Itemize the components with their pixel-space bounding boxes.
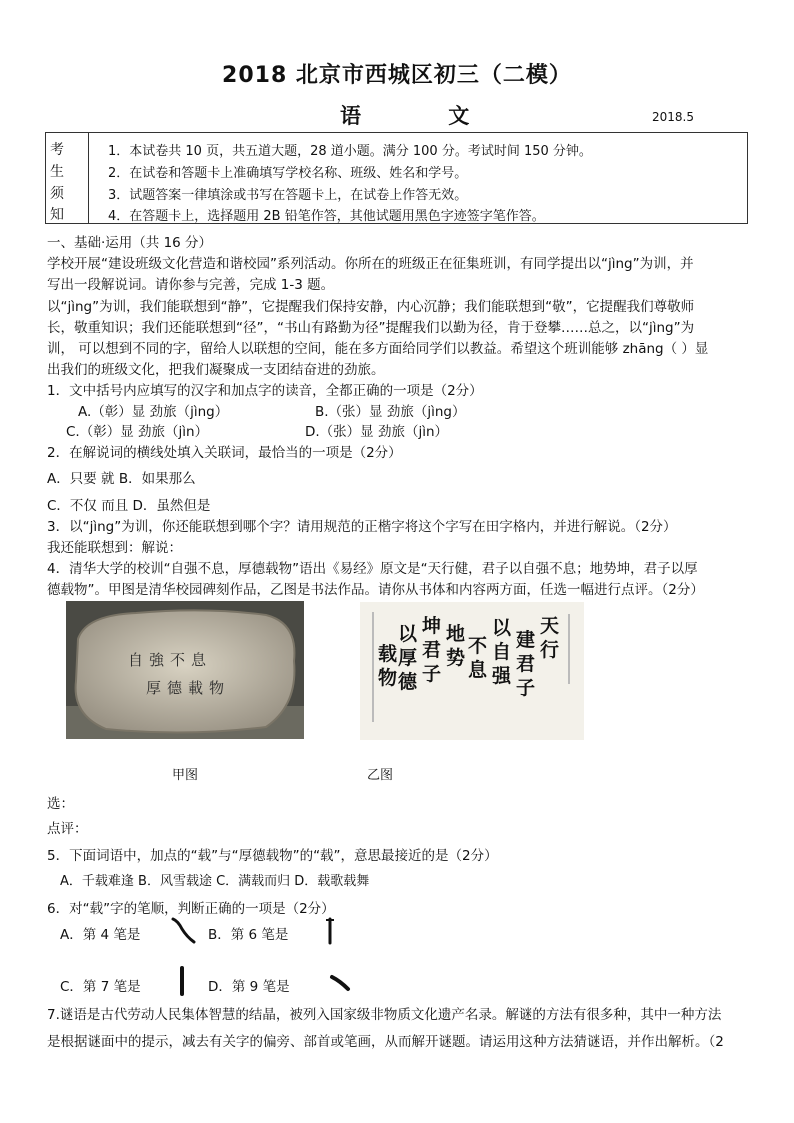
q1-stem: 1．文中括号内应填写的汉字和加点字的读音，全都正确的一项是（2分） [47,383,483,399]
q2-options-row1: A．只要 就 B．如果那么 [47,471,196,487]
q6-stem: 6．对“载”字的笔顺，判断正确的一项是（2分） [47,901,335,917]
candidate-notice-box [45,132,748,224]
calligraphy-column: 建君子 [516,629,536,699]
notice-line: 2．在试卷和答题卡上准确填写学校名称、班级、姓名和学号。 [108,166,468,181]
caption-figure-a: 甲图 [172,768,199,783]
exam-title: 2018 北京市西城区初三（二模） [222,63,572,88]
q4-choose-label: 选： [47,796,74,812]
q2-options-row2: C．不仅 而且 D．虽然但是 [47,498,211,514]
intro-line: 学校开展“建设班级文化营造和谐校园”系列活动。你所在的班级正在征集班训，有同学提出以“jìng”为训，并 [47,256,694,272]
stroke-shu-hook-icon [164,965,200,997]
calligraphy-column: 地势 [446,623,466,669]
q1-option-c: C.（彰）显 劲旅（jìn） [66,424,209,440]
q6-option-b: B．第 6 笔是 [208,927,289,943]
calligraphy-column: 以厚德 [398,623,418,693]
section-heading: 一、基础·运用（共 16 分） [47,235,213,251]
q4-comment-label: 点评： [47,821,88,837]
passage-line: 长，敬重知识；我们还能联想到“径”，“书山有路勤为径”提醒我们以勤为径，肯于登攀……总之，以“jìng”为 [47,320,695,336]
q7-line: 7.谜语是古代劳动人民集体智慧的结晶，被列入国家级非物质文化遗产名录。解谜的方法有很多种，其中一种方法 [47,1007,722,1023]
calligraphy-inscription-mark [568,614,570,684]
q7-line: 是根据谜面中的提示，减去有关字的偏旁、部首或笔画，从而解开谜题。请运用这种方法猜谜语，并作出解析。（2 [47,1034,724,1050]
notice-line: 3．试题答案一律填涂或书写在答题卡上，在试卷上作答无效。 [108,188,468,203]
calligraphy-column: 载物 [378,643,398,689]
notice-side-char: 知 [50,207,64,223]
intro-line: 写出一段解说词。请你参与完善，完成 1-3 题。 [47,277,335,293]
q2-stem: 2．在解说词的横线处填入关联词，最恰当的一项是（2分） [47,445,402,461]
subject-title: 语 文 [340,104,510,128]
calligraphy-inscription-mark [372,612,374,722]
q3-stem: 3．以“jìng”为训，你还能联想到哪个字？请用规范的正楷字将这个字写在田字格内，并进行解说。（2分） [47,519,677,535]
q1-option-a: A.（彰）显 劲旅（jìng） [78,404,229,420]
notice-line: 4．在答题卡上，选择题用 2B 铅笔作答，其他试题用黑色字迹签字笔作答。 [108,209,545,224]
stone-inscription-line2: 厚德載物 [146,679,231,697]
calligraphy-column: 以自强 [492,617,512,687]
notice-side-char: 考 [50,142,64,158]
q4-stem: 4．清华大学的校训“自强不息，厚德载物”语出《易经》原文是“天行健，君子以自强不息；地势坤，君子以厚 [47,561,698,577]
notice-line: 1．本试卷共 10 页，共五道大题，28 道小题。满分 100 分。考试时间 150 分钟。 [108,144,592,159]
stone-illustration [66,601,304,739]
calligraphy-artwork [360,602,584,740]
passage-line: 训， 可以想到不同的字，留给人以联想的空间，能在多方面给同学们以教益。希望这个班训能够 zhāng（ ）显 [47,341,709,357]
calligraphy-column: 天行 [540,615,560,661]
q5-options: A．千载难逢 B．风雪载途 C．满载而归 D．载歌载舞 [60,874,370,889]
q6-option-c: C．第 7 笔是 [60,979,141,995]
q4-stem: 德载物”。甲图是清华校园碑刻作品，乙图是书法作品。请你从书体和内容两方面，任选一幅进行点评。（2分） [47,582,704,598]
stroke-shu-icon [312,915,348,947]
notice-side-char: 须 [50,186,64,202]
notice-side-label [46,133,89,223]
passage-line: 出我们的班级文化，把我们凝聚成一支团结奋进的劲旅。 [47,362,385,378]
calligraphy-column: 坤君子 [422,615,442,685]
q1-option-b: B.（张）显 劲旅（jìng） [315,404,466,420]
q3-answer-line: 我还能联想到：解说： [47,540,182,556]
calligraphy-column: 不息 [468,635,488,681]
stone-engraving-photo [66,601,304,739]
stroke-pie-icon [164,915,200,947]
passage-line: 以“jìng”为训，我们能联想到“静”，它提醒我们保持安静，内心沉静；我们能联想到“敬”，它提醒我们尊敬师 [47,299,695,315]
exam-date: 2018.5 [652,110,694,124]
caption-figure-b: 乙图 [367,768,394,783]
notice-side-char: 生 [50,164,64,180]
q6-option-a: A．第 4 笔是 [60,927,141,943]
stone-inscription-line1: 自強不息 [128,651,213,669]
q6-option-d: D．第 9 笔是 [208,979,290,995]
q1-option-d: D.（张）显 劲旅（jìn） [305,424,449,440]
stroke-dot-icon [322,967,358,999]
q5-stem: 5．下面词语中，加点的“载”与“厚德载物”的“载”，意思最接近的是（2分） [47,848,498,864]
